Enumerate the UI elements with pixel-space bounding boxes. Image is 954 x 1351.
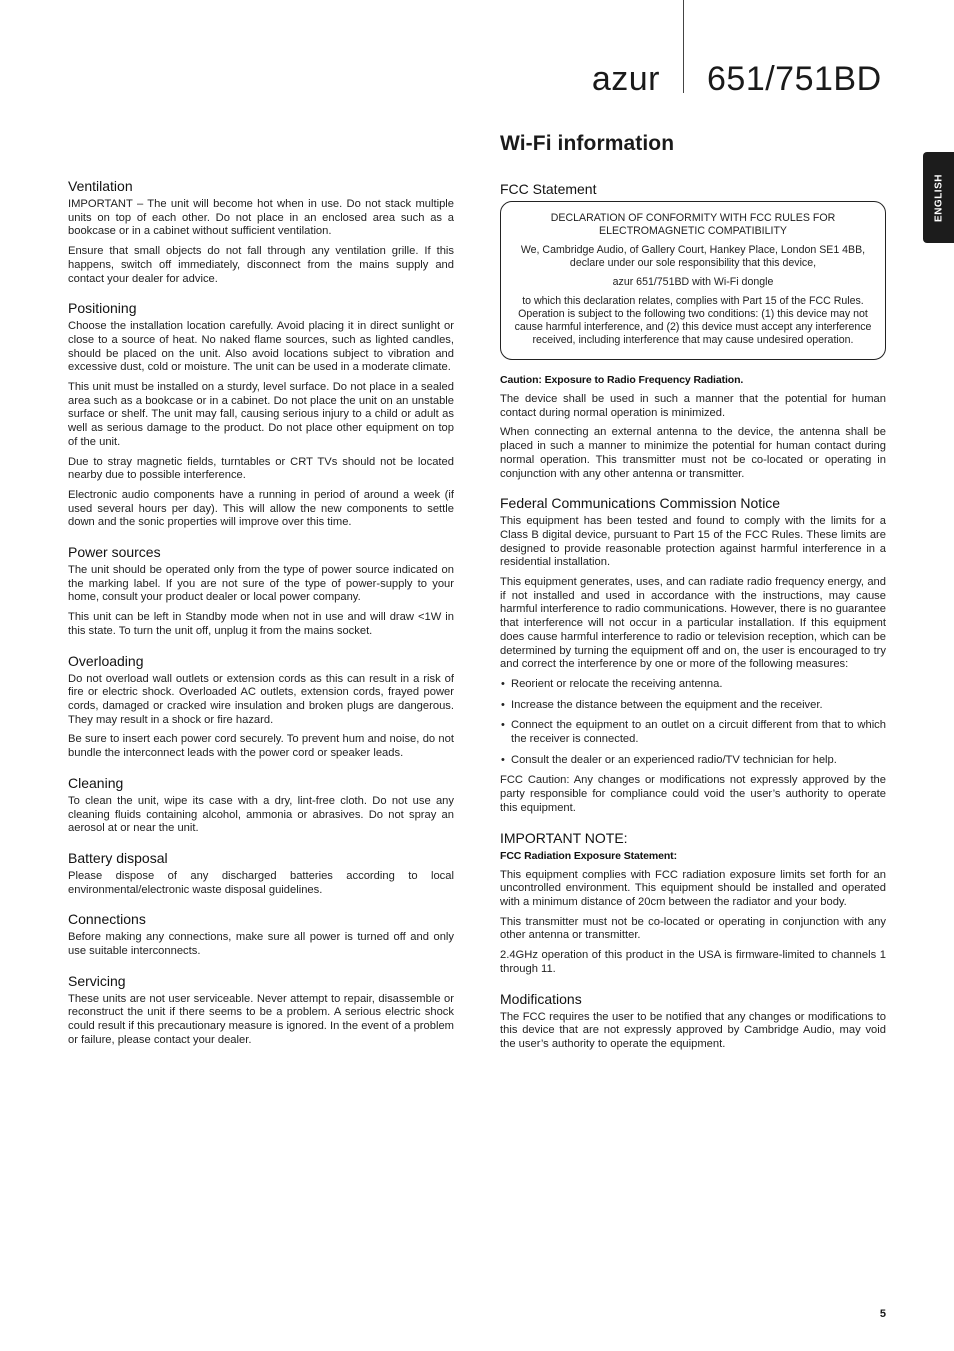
paragraph: Choose the installation location carefully. Avoid placing it in direct sunlight or close to a source of heat. No naked flame sources, such as lighted candles, should be placed on the unit. Also avoid locations subject to vibration and excessive dust, cold or moisture. The unit can be used in a moderate climate. <box>68 320 454 374</box>
list-item: • Connect the equipment to an outlet on a circuit different from that to which the receiver is connected. <box>500 719 886 746</box>
paragraph: This equipment generates, uses, and can radiate radio frequency energy, and if not installed and used in accordance with the instructions, may cause harmful interference to radio communications. However, there is no guarantee that interference will not occur in a particular installation. If this equipment does cause harmful interference to radio or television reception, which can be determined by turning the equipment off and on, the user is encouraged to try and correct the interference by one or more of the following measures: <box>500 576 886 671</box>
right-column <box>500 132 886 1066</box>
section-heading: Cleaning <box>68 774 124 791</box>
paragraph: This equipment has been tested and found to comply with the limits for a Class B digital device, pursuant to Part 15 of the FCC Rules. These limits are designed to provide reasonable protection against harmful interference in a residential installation. <box>500 515 886 569</box>
section-heading: Positioning <box>68 300 137 317</box>
paragraph: These units are not user serviceable. Never attempt to repair, disassemble or reconstruct the unit if there seems to be a problem. A serious electric shock could result if this precautionary measure is ignored. In the event of a problem or failure, please contact your dealer. <box>68 992 454 1046</box>
paragraph: This unit can be left in Standby mode when not in use and will draw <1W in this state. To turn the unit off, unplug it from the mains socket. <box>68 611 454 637</box>
declaration-title: DECLARATION OF CONFORMITY WITH FCC RULES FOR ELECTROMAGNETIC COMPATIBILITY <box>550 212 836 237</box>
declaration-text: to which this declaration relates, complies with Part 15 of the FCC Rules. Operation is subject to the following two conditions: (1) this device may not cause harmful interference, and (2) this device must accept any interference received, including interference that may cause undesired operation. <box>514 295 872 346</box>
paragraph: Electronic audio components have a running in period of around a week (if used several hours per day). This will allow the new components to settle down and the sonic properties will improve over this time. <box>68 488 454 529</box>
important-label: IMPORTANT <box>68 198 133 210</box>
section-overloading <box>68 653 454 761</box>
paragraph: This unit must be installed on a sturdy, level surface. Do not place in a sealed area such as a bookcase or in a cabinet. Do not place the unit on an unstable surface or shelf. The unit may fall, causing serious injury to a child or adult as well as serious damage to the product. Do not place other equipment on top of the unit. <box>68 381 454 448</box>
section-important-note <box>500 830 886 977</box>
section-heading: Modifications <box>500 990 582 1007</box>
declaration-text: We, Cambridge Audio, of Gallery Court, Hankey Place, London SE1 4BB, declare under our sole responsibility that this device, <box>520 244 866 269</box>
section-heading: Power sources <box>68 544 161 561</box>
section-cleaning <box>68 775 454 836</box>
section-power-sources <box>68 544 454 639</box>
declaration-device: azur 651/751BD with Wi-Fi dongle <box>612 276 774 288</box>
section-heading: FCC Statement <box>500 181 597 197</box>
list-item: • Increase the distance between the equipment and the receiver. <box>500 699 886 713</box>
paragraph: To clean the unit, wipe its case with a dry, lint-free cloth. Do not use any cleaning fluids containing alcohol, ammonia or abrasives. Do not spray an aerosol at or near the unit. <box>68 794 454 835</box>
paragraph: Please dispose of any discharged batteries according to local environmental/electronic waste disposal guidelines. <box>68 869 454 896</box>
wifi-information-title: Wi-Fi information <box>500 132 675 155</box>
list-item: • Consult the dealer or an experienced radio/TV technician for help. <box>500 754 886 768</box>
section-fcc-statement <box>500 181 886 481</box>
section-modifications <box>500 991 886 1052</box>
paragraph <box>68 198 454 239</box>
section-servicing <box>68 973 454 1048</box>
section-heading: Connections <box>68 911 146 928</box>
caution-title: Caution: Exposure to Radio Frequency Radiation. <box>500 374 744 386</box>
paragraph: The FCC requires the user to be notified that any changes or modifications to this device that are not expressly approved by Cambridge Audio, may void the user’s authority to operate the equipment. <box>500 1010 886 1050</box>
paragraph: FCC Caution: Any changes or modifications not expressly approved by the party responsible for compliance could void the user’s authority to operate this equipment. <box>500 774 886 814</box>
paragraph: When connecting an external antenna to the device, the antenna shall be placed in such a manner to minimize the potential for human contact during normal operation. This transmitter must not be co-located or operating in conjunction with any other antenna or transmitter. <box>500 426 886 480</box>
paragraph-text: – The unit will become hot when in use. Do not stack multiple units on top of each other. Do not place in an enclosed area such as a bookcase or in a cabinet without sufficient ventilation. <box>68 198 454 238</box>
list-item: • Reorient or relocate the receiving antenna. <box>500 678 886 692</box>
section-connections <box>68 911 454 958</box>
page-number: 5 <box>879 1308 886 1320</box>
paragraph: Ensure that small objects do not fall through any ventilation grille. If this happens, switch off immediately, disconnect from the mains supply and contact your dealer for advice. <box>68 245 454 285</box>
section-battery-disposal <box>68 850 454 897</box>
section-heading: Battery disposal <box>68 849 168 866</box>
brand-name: azur <box>591 60 660 98</box>
measures-list <box>500 678 886 768</box>
section-fcc-notice <box>500 495 886 815</box>
section-heading: Federal Communications Commission Notice <box>500 495 781 512</box>
paragraph: The unit should be operated only from the type of power source indicated on the marking label. If you are not sure of the type of power-supply to your home, consult your product dealer or local power company. <box>68 564 454 604</box>
left-column <box>68 178 454 1062</box>
section-positioning <box>68 300 454 530</box>
paragraph: Due to stray magnetic fields, turntables or CRT TVs should not be located nearby due to possible interference. <box>68 455 454 482</box>
paragraph: Before making any connections, make sure all power is turned off and only use suitable interconnects. <box>68 931 454 958</box>
paragraph: Do not overload wall outlets or extension cords as this can result in a risk of fire or electric shock. Overloaded AC outlets, extension cords, frayed power cords, damaged or cracked wire insulation and broken plugs are dangerous. They may result in a shock or fire hazard. <box>68 672 454 726</box>
page-header <box>0 60 954 110</box>
paragraph: The device shall be used in such a manner that the potential for human contact during normal operation is minimized. <box>500 393 886 419</box>
section-heading: IMPORTANT NOTE: <box>500 829 628 846</box>
paragraph: Be sure to insert each power cord securely. To prevent hum and noise, do not bundle the interconnect leads with the power cord or speaker leads. <box>68 733 454 760</box>
header-divider <box>683 0 684 93</box>
paragraph: This equipment complies with FCC radiation exposure limits set forth for an uncontrolled environment. This equipment should be installed and operated with a minimum distance of 20cm between the radiator and your body. <box>500 868 886 908</box>
paragraph: 2.4GHz operation of this product in the USA is firmware-limited to channels 1 through 11. <box>500 949 886 975</box>
section-ventilation <box>68 178 454 286</box>
section-heading: Overloading <box>68 652 144 669</box>
model-number: 651/751BD <box>707 60 882 98</box>
section-heading: Servicing <box>68 972 126 989</box>
declaration-box <box>500 201 886 360</box>
radiation-statement-title: FCC Radiation Exposure Statement: <box>500 849 677 862</box>
paragraph: This transmitter must not be co-located or operating in conjunction with any other antenna or transmitter. <box>500 915 886 942</box>
language-tab <box>923 152 954 243</box>
section-heading: Ventilation <box>68 178 133 194</box>
language-tab-label: ENGLISH <box>933 173 944 222</box>
